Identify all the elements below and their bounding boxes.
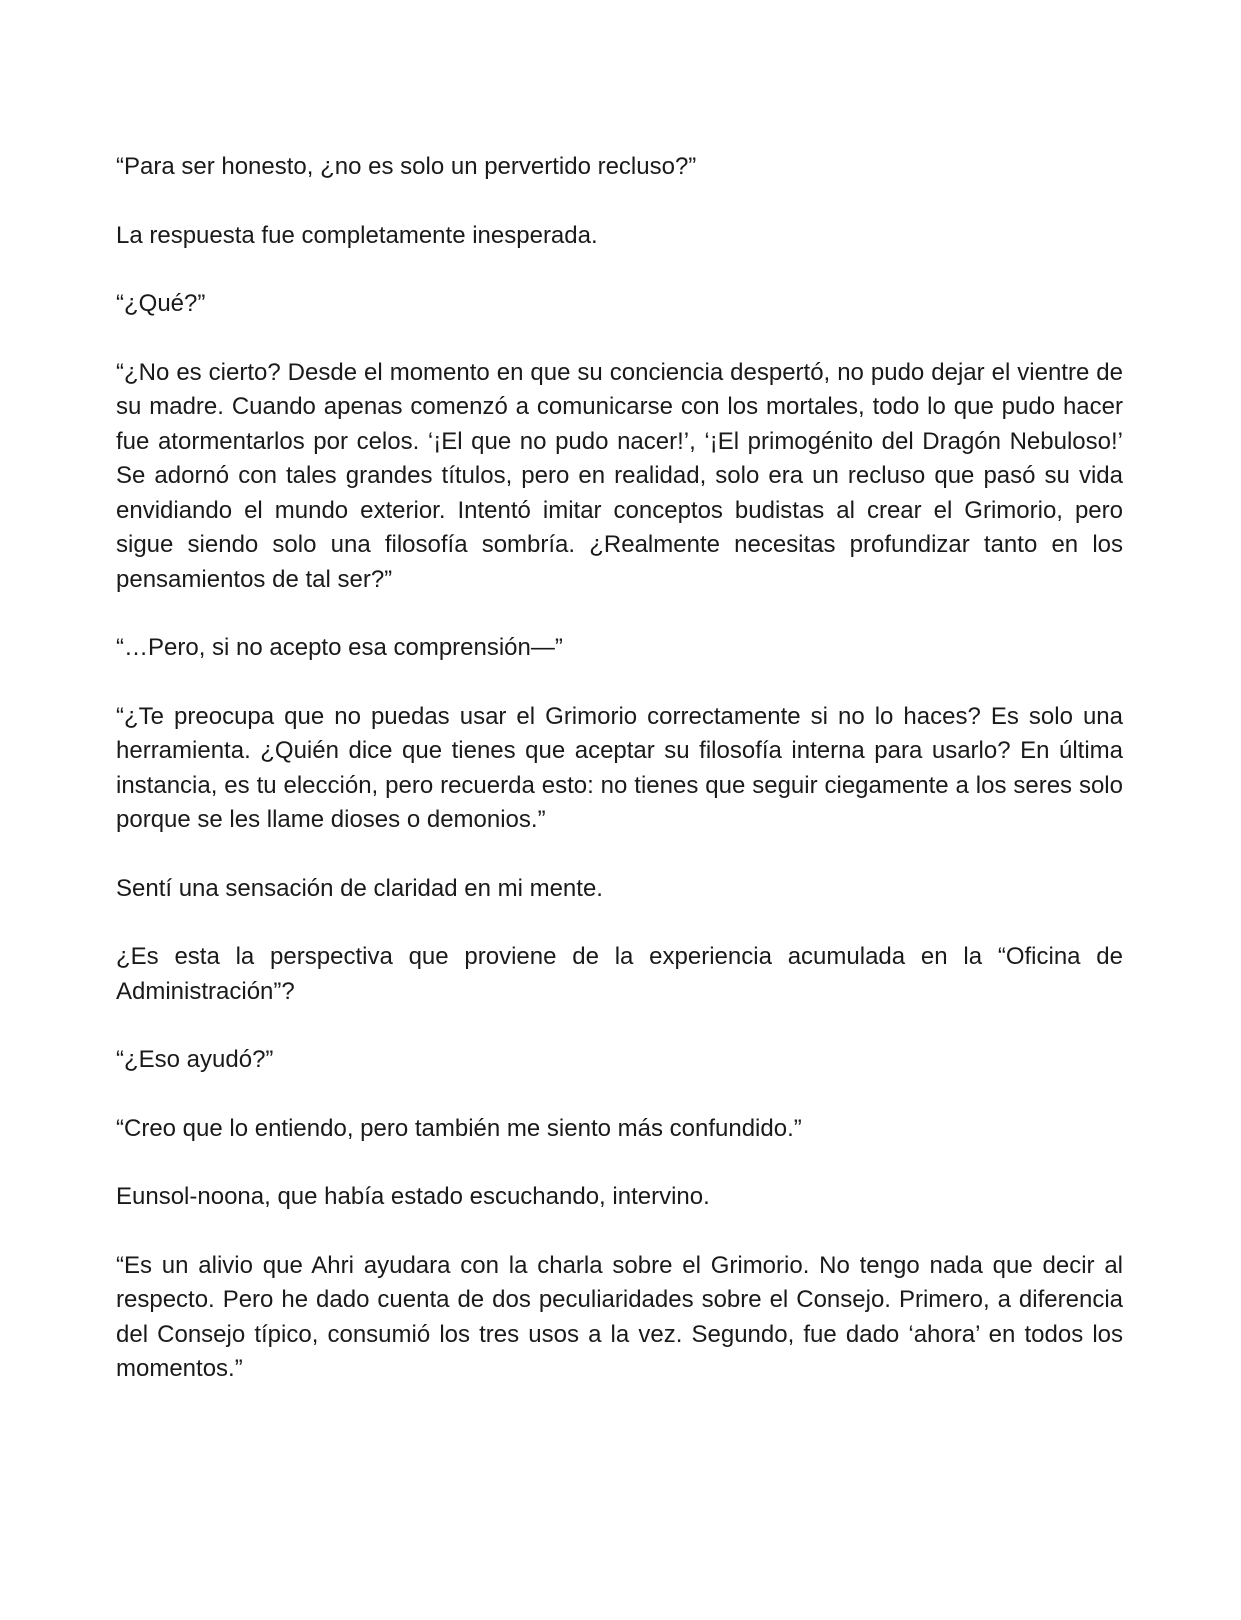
paragraph: “…Pero, si no acepto esa comprensión—” [116,634,563,661]
paragraph: Sentí una sensación de claridad en mi mente. [116,874,603,902]
paragraph: “Creo que lo entiendo, pero también me siento más confundido.” [116,1114,802,1142]
paragraph: La respuesta fue completamente inesperada. [116,221,598,249]
paragraph: “Es un alivio que Ahri ayudara con la charla sobre el Grimorio. No tengo nada que decir al respecto. Pero he dado cuenta de dos peculiaridades sobre el Consejo. Primero, a diferencia del Consejo típico, consumió los tres usos a la vez. Segundo, fue dado ‘ahora’ en todos los momentos.” [116,1251,1123,1382]
paragraph: ¿Es esta la perspectiva que proviene de la experiencia acumulada en la “Oficina de Administración”? [116,943,1123,1005]
paragraph: “¿Qué?” [116,290,206,317]
document-body [116,150,1123,1421]
paragraph: Eunsol-noona, que había estado escuchando, intervino. [116,1183,710,1210]
paragraph: “Para ser honesto, ¿no es solo un pervertido recluso?” [116,153,697,180]
paragraph: “¿Eso ayudó?” [116,1046,274,1073]
paragraph: “¿Te preocupa que no puedas usar el Grimorio correctamente si no lo haces? Es solo una herramienta. ¿Quién dice que tienes que aceptar su filosofía interna para usarlo? En última instancia, es tu elección, pero recuerda esto: no tienes que seguir ciegamente a los seres solo porque se les llame dioses o demonios.” [116,702,1123,833]
paragraph: “¿No es cierto? Desde el momento en que su conciencia despertó, no pudo dejar el vientre de su madre. Cuando apenas comenzó a comunicarse con los mortales, todo lo que pudo hacer fue atormentarlos por celos. ‘¡El que no pudo nacer!’, ‘¡El primogénito del Dragón Nebuloso!’ Se adornó con tales grandes títulos, pero en realidad, solo era un recluso que pasó su vida envidiando el mundo exterior. Intentó imitar conceptos budistas al crear el Grimorio, pero sigue siendo solo una filosofía sombría. ¿Realmente necesitas profundizar tanto en los pensamientos de tal ser?” [116,358,1123,593]
